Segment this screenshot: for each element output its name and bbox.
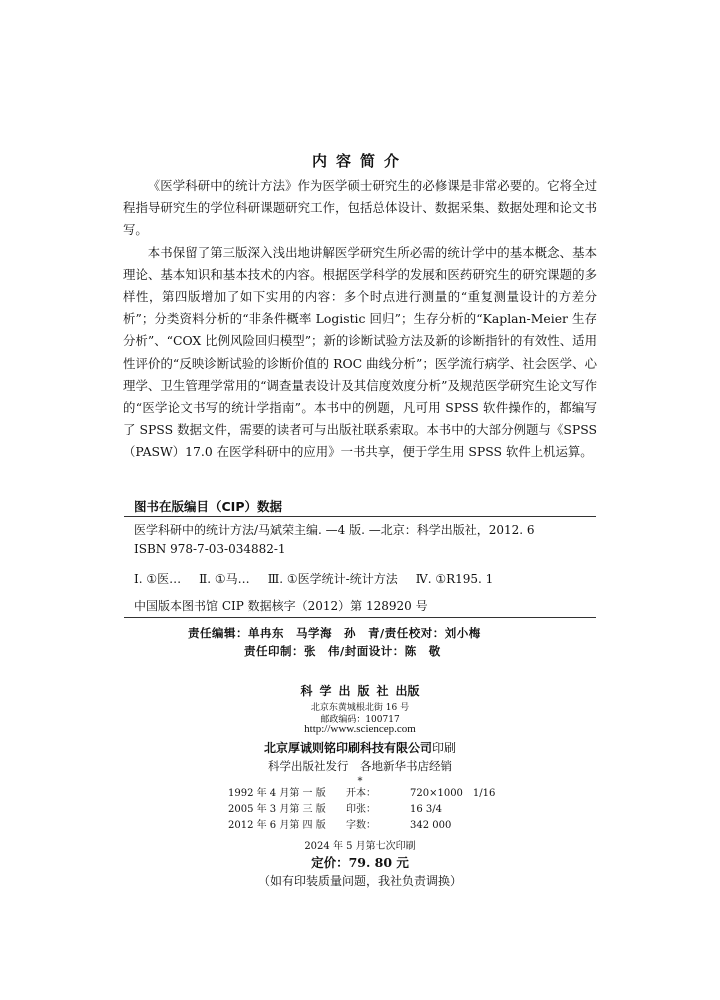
printer-suffix: 印刷 bbox=[432, 741, 457, 755]
edition-row bbox=[228, 802, 495, 818]
edition-label: 字数： bbox=[346, 820, 376, 831]
printer-name: 北京厚诚则铭印刷科技有限公司 bbox=[263, 741, 432, 755]
staff-production: 责任印制：张 伟/封面设计：陈 敬 bbox=[244, 644, 441, 658]
price: 定价：79. 80 元 bbox=[311, 855, 409, 870]
edition-table bbox=[228, 786, 495, 834]
printer bbox=[0, 739, 720, 756]
edition-label: 印张： bbox=[346, 804, 376, 815]
edition-value: 342 000 bbox=[410, 820, 452, 831]
cip-categories bbox=[134, 570, 511, 587]
cip-isbn: ISBN 978-7-03-034882-1 bbox=[134, 542, 286, 556]
intro-paragraph: 本书保留了第三版深入浅出地讲解医学研究生所必需的统计学中的基本概念、基本理论、基本知识和基本技术的内容。根据医学科学的发展和医药研究生的研究课题的多样性，第四版增加了如下实用的内容：多个时点进行测量的“重复测量设计的方差分析”；分类资料分析的“非条件概率 Logistic 回归”；生存分析的“Kaplan-Meier 生存分析”、“COX 比例风险回归模型”；新的诊断试验方法及新的诊断指针的有效性、适用性评价的“反映诊断试验的诊断价值的 ROC 曲线分析”；医学流行病学、社会医学、心理学、卫生管理学常用的“调查量表设计及其信度效度分析”及规范医学研究生论文写作的“医学论文书写的统计学指南”。本书中的例题，凡可用 SPSS 软件操作的，都编写了 SPSS 数据文件，需要的读者可与出版社联系索取。本书中的大部分例题与《SPSS（PASW）17.0 在医学科研中的应用》一书共享，便于学生用 SPSS 软件上机运算。 bbox=[123, 244, 597, 460]
edition-row bbox=[228, 818, 495, 834]
edition-value: 16 3/4 bbox=[410, 804, 442, 815]
cip-verification: 中国版本图书馆 CIP 数据核字（2012）第 128920 号 bbox=[134, 599, 428, 613]
edition-value: 720×1000 1/16 bbox=[410, 788, 496, 799]
cip-category: Ⅰ. ①医… bbox=[134, 572, 182, 586]
publisher-zip: 邮政编码：100717 bbox=[320, 715, 400, 725]
edition-date: 2005 年 3 月第 三 版 bbox=[228, 804, 326, 815]
intro-paragraph: 《医学科研中的统计方法》作为医学硕士研究生的必修课是非常必要的。它将全过程指导研究生的学位科研课题研究工作，包括总体设计、数据采集、数据处理和论文书写。 bbox=[123, 178, 597, 238]
intro-title: 内容简介 bbox=[311, 152, 408, 170]
publisher-address: 北京东黄城根北街 16 号 bbox=[310, 703, 410, 713]
publisher-name bbox=[0, 682, 720, 699]
publisher-name-suffix: 出版 bbox=[395, 684, 420, 698]
edition-row bbox=[228, 786, 495, 802]
cip-category: Ⅳ. ①R195. 1 bbox=[415, 572, 494, 586]
cip-heading: 图书在版编目（CIP）数据 bbox=[134, 499, 282, 514]
divider bbox=[124, 617, 596, 618]
quality-notice: （如有印装质量问题，我社负责调换） bbox=[257, 874, 462, 888]
cip-category: Ⅱ. ①马… bbox=[199, 572, 250, 586]
cip-record: 医学科研中的统计方法/马斌荣主编. —4 版. —北京：科学出版社，2012. 6 bbox=[134, 523, 535, 537]
edition-label: 开本： bbox=[346, 788, 376, 799]
cip-category: Ⅲ. ①医学统计-统计方法 bbox=[267, 572, 398, 586]
separator-star: * bbox=[357, 776, 363, 787]
edition-date: 1992 年 4 月第 一 版 bbox=[228, 788, 326, 799]
distribution: 科学出版社发行 各地新华书店经销 bbox=[268, 759, 452, 773]
staff-editors: 责任编辑：单冉东 马学海 孙 青/责任校对：刘小梅 bbox=[188, 626, 481, 640]
publisher-name-text: 科学出版社 bbox=[300, 684, 396, 698]
publisher-url: http://www.sciencep.com bbox=[304, 723, 416, 735]
divider bbox=[124, 516, 596, 517]
edition-date: 2012 年 6 月第 四 版 bbox=[228, 820, 326, 831]
reprint-info: 2024 年 5 月第七次印刷 bbox=[304, 841, 416, 852]
intro-body bbox=[123, 175, 597, 464]
